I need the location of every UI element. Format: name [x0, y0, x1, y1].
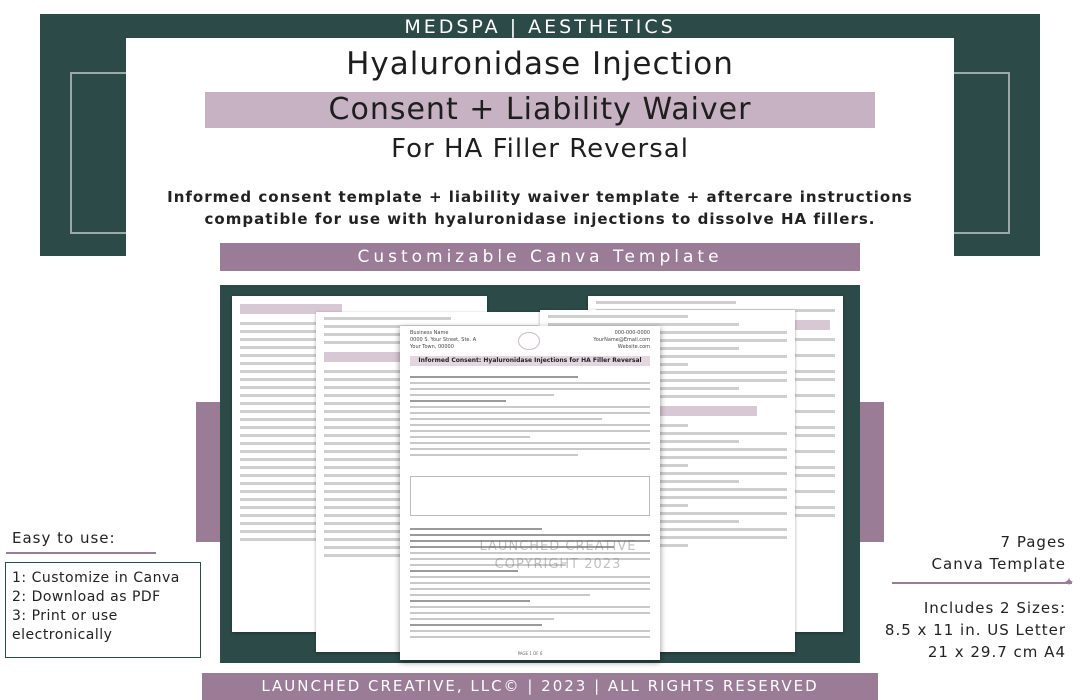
easy-to-use-heading: Easy to use: — [12, 529, 116, 547]
copyright-watermark — [458, 538, 658, 574]
business-name: Business Name — [410, 330, 449, 336]
step-2: 2: Download as PDF — [12, 589, 161, 605]
title-line-3: For HA Filler Reversal — [391, 134, 689, 164]
easy-to-use-steps — [5, 562, 201, 658]
easy-to-use-divider — [6, 552, 156, 554]
watermark-line-1: LAUNCHED CREATIVE — [479, 539, 637, 554]
page-number: PAGE 1 OF 6 — [517, 651, 543, 656]
business-address-2: Your Town, 00000 — [410, 344, 454, 350]
accent-block-right — [858, 402, 884, 542]
provider-info-box — [410, 476, 650, 516]
preview-page-consent — [400, 326, 660, 660]
accent-block-left — [196, 402, 222, 542]
copyright-footer: LAUNCHED CREATIVE, LLC© | 2023 | ALL RIGHTS RESERVED — [202, 673, 878, 700]
watermark-line-2: COPYRIGHT 2023 — [494, 557, 622, 572]
business-email: YourName@Email.com — [593, 337, 650, 343]
title-card — [126, 38, 954, 268]
business-address-1: 0000 S. Your Street, Ste. A — [410, 337, 477, 343]
logo-placeholder — [518, 332, 540, 350]
consent-heading: Informed Consent: Hyaluronidase Injections for HA Filler Reversal — [410, 356, 650, 366]
title-line-2: Consent + Liability Waiver — [328, 92, 752, 127]
template-type: Canva Template — [931, 555, 1066, 573]
info-divider — [892, 582, 1072, 584]
contact-info — [593, 330, 650, 351]
title-line-1: Hyaluronidase Injection — [346, 46, 734, 82]
consent-body-text — [410, 372, 650, 460]
size-a4: 21 x 29.7 cm A4 — [927, 643, 1066, 661]
size-letter: 8.5 x 11 in. US Letter — [884, 621, 1066, 639]
description-line-2: compatible for use with hyaluronidase injections to dissolve HA fillers. — [204, 210, 876, 228]
business-website: Website.com — [617, 344, 650, 350]
business-phone: 000-000-0000 — [614, 330, 650, 336]
brand-label: MEDSPA | AESTHETICS — [404, 16, 676, 38]
sparkle-icon: ✦ — [1064, 575, 1075, 589]
page-count-info — [932, 531, 1066, 575]
sizes-info — [885, 597, 1066, 663]
step-1: 1: Customize in Canva — [12, 570, 180, 586]
business-info — [410, 330, 476, 351]
description-line-1: Informed consent template + liability waiver template + aftercare instructions — [167, 188, 913, 206]
canva-template-banner: Customizable Canva Template — [220, 243, 860, 271]
step-3: 3: Print or use electronically — [12, 608, 118, 643]
product-description — [126, 186, 954, 230]
page-count: 7 Pages — [1000, 533, 1066, 551]
sizes-heading: Includes 2 Sizes: — [923, 599, 1066, 617]
